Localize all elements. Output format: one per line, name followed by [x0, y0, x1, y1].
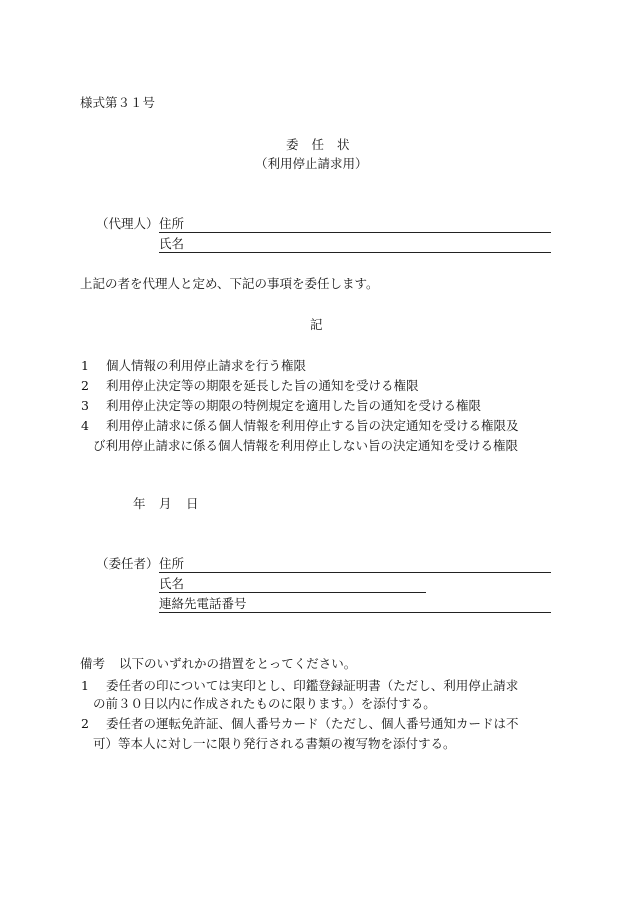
principal-address-label: 住所 [159, 556, 185, 571]
ki-heading: 記 [310, 317, 323, 332]
item-text: 利用停止請求に係る個人情報を利用停止する旨の決定通知を受ける権限及 [106, 418, 519, 433]
note-number: 1 [81, 678, 89, 693]
agent-name-field[interactable] [159, 252, 551, 253]
agent-name-label: 氏名 [159, 236, 185, 251]
date-year: 年 [133, 496, 146, 511]
principal-phone-label: 連絡先電話番号 [159, 596, 247, 611]
notes-intro: 以下のいずれかの措置をとってください。 [119, 656, 357, 671]
item-number: 4 [81, 418, 89, 433]
principal-name-field[interactable] [159, 592, 426, 593]
note-number: 2 [81, 716, 89, 731]
principal-role-label: （委任者） [96, 556, 159, 571]
note-text-continued: 可）等本人に対し一に限り発行される書類の複写物を添付する。 [93, 736, 456, 751]
item-number: 2 [81, 378, 89, 393]
agent-address-field[interactable] [159, 232, 551, 233]
declaration-text: 上記の者を代理人と定め、下記の事項を委任します。 [80, 276, 379, 291]
date-day: 日 [186, 496, 199, 511]
notes-heading: 備考 [80, 656, 106, 671]
item-number: 3 [81, 398, 89, 413]
principal-address-field[interactable] [159, 572, 551, 573]
item-text: 利用停止決定等の期限を延長した旨の通知を受ける権限 [106, 378, 419, 393]
note-text-continued: の前３０日以内に作成されたものに限ります。）を添付する。 [93, 696, 436, 711]
principal-phone-field[interactable] [159, 612, 551, 613]
date-month: 月 [159, 496, 172, 511]
note-text: 委任者の運転免許証、個人番号カード（ただし、個人番号通知カードは不 [106, 716, 519, 731]
item-text: 個人情報の利用停止請求を行う権限 [106, 358, 307, 373]
note-text: 委任者の印については実印とし、印鑑登録証明書（ただし、利用停止請求 [106, 678, 519, 693]
item-text: 利用停止決定等の期限の特例規定を適用した旨の通知を受ける権限 [106, 398, 482, 413]
agent-role-label: （代理人） [96, 216, 159, 231]
document-title: 委任状 [286, 137, 363, 152]
document-subtitle: （利用停止請求用） [255, 156, 368, 171]
principal-name-label: 氏名 [159, 576, 185, 591]
item-number: 1 [81, 358, 89, 373]
form-number: 様式第３１号 [80, 95, 156, 110]
agent-address-label: 住所 [159, 216, 185, 231]
item-text-continued: び利用停止請求に係る個人情報を利用停止しない旨の決定通知を受ける権限 [93, 438, 519, 453]
